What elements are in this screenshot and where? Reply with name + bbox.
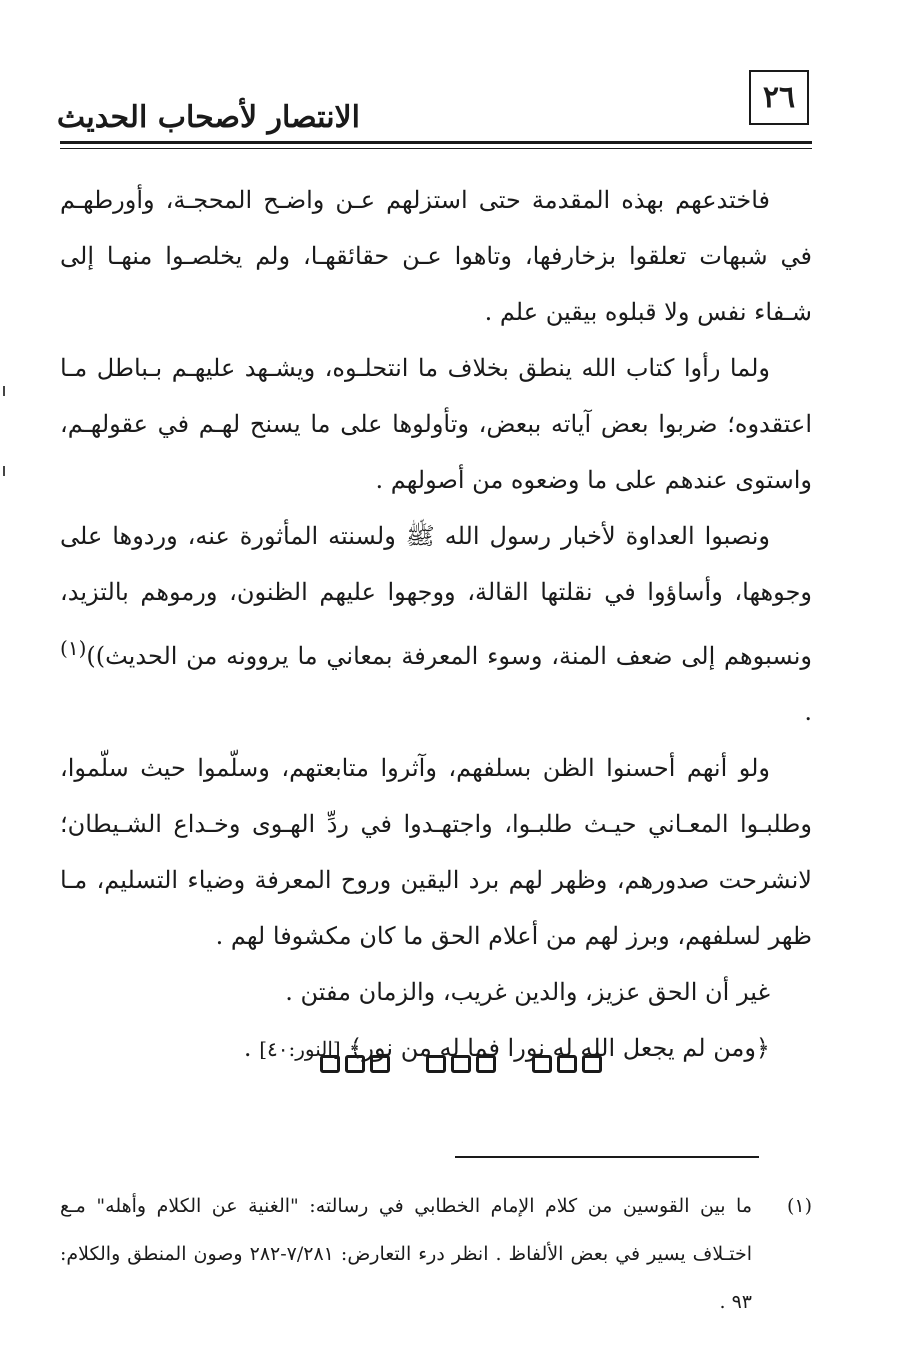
separator-box-icon — [532, 1055, 552, 1073]
footnote-marker: (١) — [786, 1195, 812, 1217]
paragraph-2: ولما رأوا كتاب الله ينطق بخلاف ما انتحلـوه، ويشـهد عليهـم بـباطل مـا اعتقدوه؛ ضربوا بعض آياته ببعض، وتأولوها على ما يسنح لهـم في عقولهـم، واستوى عندهم على ما وضعوه من أصولهم . — [60, 354, 812, 494]
separator-box-icon — [557, 1055, 577, 1073]
verse-tail: . — [243, 1034, 260, 1062]
paragraph-4: ولو أنهم أحسنوا الظن بسلفهم، وآثروا متابعتهم، وسلّموا حيث سلّموا، وطلبـوا المعـاني حيـث طلبـوا، واجتهـدوا في ردِّ الهـوى وخـداع الشـيطان؛ لانشرحت صدورهم، وظهر لهم برد اليقين وروح المعرفة وضياء التسليم، مـا ظهر لسلفهم، وبرز لهم من أعلام الحق ما كان مكشوفا لهم . — [60, 754, 812, 950]
page-number-text: ٢٦ — [762, 80, 796, 115]
footnote-text: ما بين القوسين من كلام الإمام الخطابي في رسالته: "الغنية عن الكلام وأهله" مـع اختـلاف يسير في بعض الألفاظ . انظر درء التعارض: ٧/٢٨١-٢٨٢ وصون المنطق والكلام: ٩٣ . — [60, 1195, 752, 1313]
separator-box-icon — [476, 1055, 496, 1073]
footnote-rule — [455, 1156, 759, 1158]
separator-box-icon — [451, 1055, 471, 1073]
separator-group — [532, 1055, 602, 1073]
header-rule-thick — [60, 141, 812, 144]
page-number — [749, 70, 809, 125]
margin-tick — [3, 386, 5, 396]
separator-box-icon — [320, 1055, 340, 1073]
separator-box-icon — [345, 1055, 365, 1073]
separator-box-icon — [582, 1055, 602, 1073]
footnote-1 — [60, 1182, 812, 1326]
margin-tick — [3, 466, 5, 476]
separator-group — [426, 1055, 496, 1073]
paragraph-1: فاختدعهم بهذه المقدمة حتى استزلهم عـن واضـح المحجـة، وأورطهـم في شبهات تعلقوا بزخارفها، وتاهوا عـن حقائقهـا، ولم يخلصـوا منهـا إلى شـفاء نفس ولا قبلوه بيقين علم . — [60, 186, 812, 326]
verse-citation: [النور:٤٠] — [259, 1037, 341, 1061]
paragraph-3 — [60, 508, 812, 740]
section-separator — [0, 1055, 921, 1073]
running-title: الانتصار لأصحاب الحديث — [56, 100, 360, 135]
separator-group — [320, 1055, 390, 1073]
header-rule-thin — [60, 148, 812, 149]
separator-box-icon — [370, 1055, 390, 1073]
separator-box-icon — [426, 1055, 446, 1073]
verse-text: ﴿ومن لم يجعل الله له نورا فما له من نور﴾ — [348, 1034, 770, 1062]
footnote-reference[interactable]: (١) — [60, 636, 87, 660]
paragraph-3-tail: . — [804, 698, 812, 726]
body-text — [60, 172, 812, 1077]
paragraph-3-text: ونصبوا العداوة لأخبار رسول الله ﷺ ولسنته المأثورة عنه، وردوها على وجوهها، وأساؤوا في نقلتها القالة، ووجهوا عليهم الظنون، ورموهم بالتزيد، ونسبوهم إلى ضعف المنة، وسوء المعرفة بمعاني ما يروونه من الحديث)) — [60, 522, 813, 670]
paragraph-5: غير أن الحق عزيز، والدين غريب، والزمان مفتن . — [285, 978, 770, 1006]
